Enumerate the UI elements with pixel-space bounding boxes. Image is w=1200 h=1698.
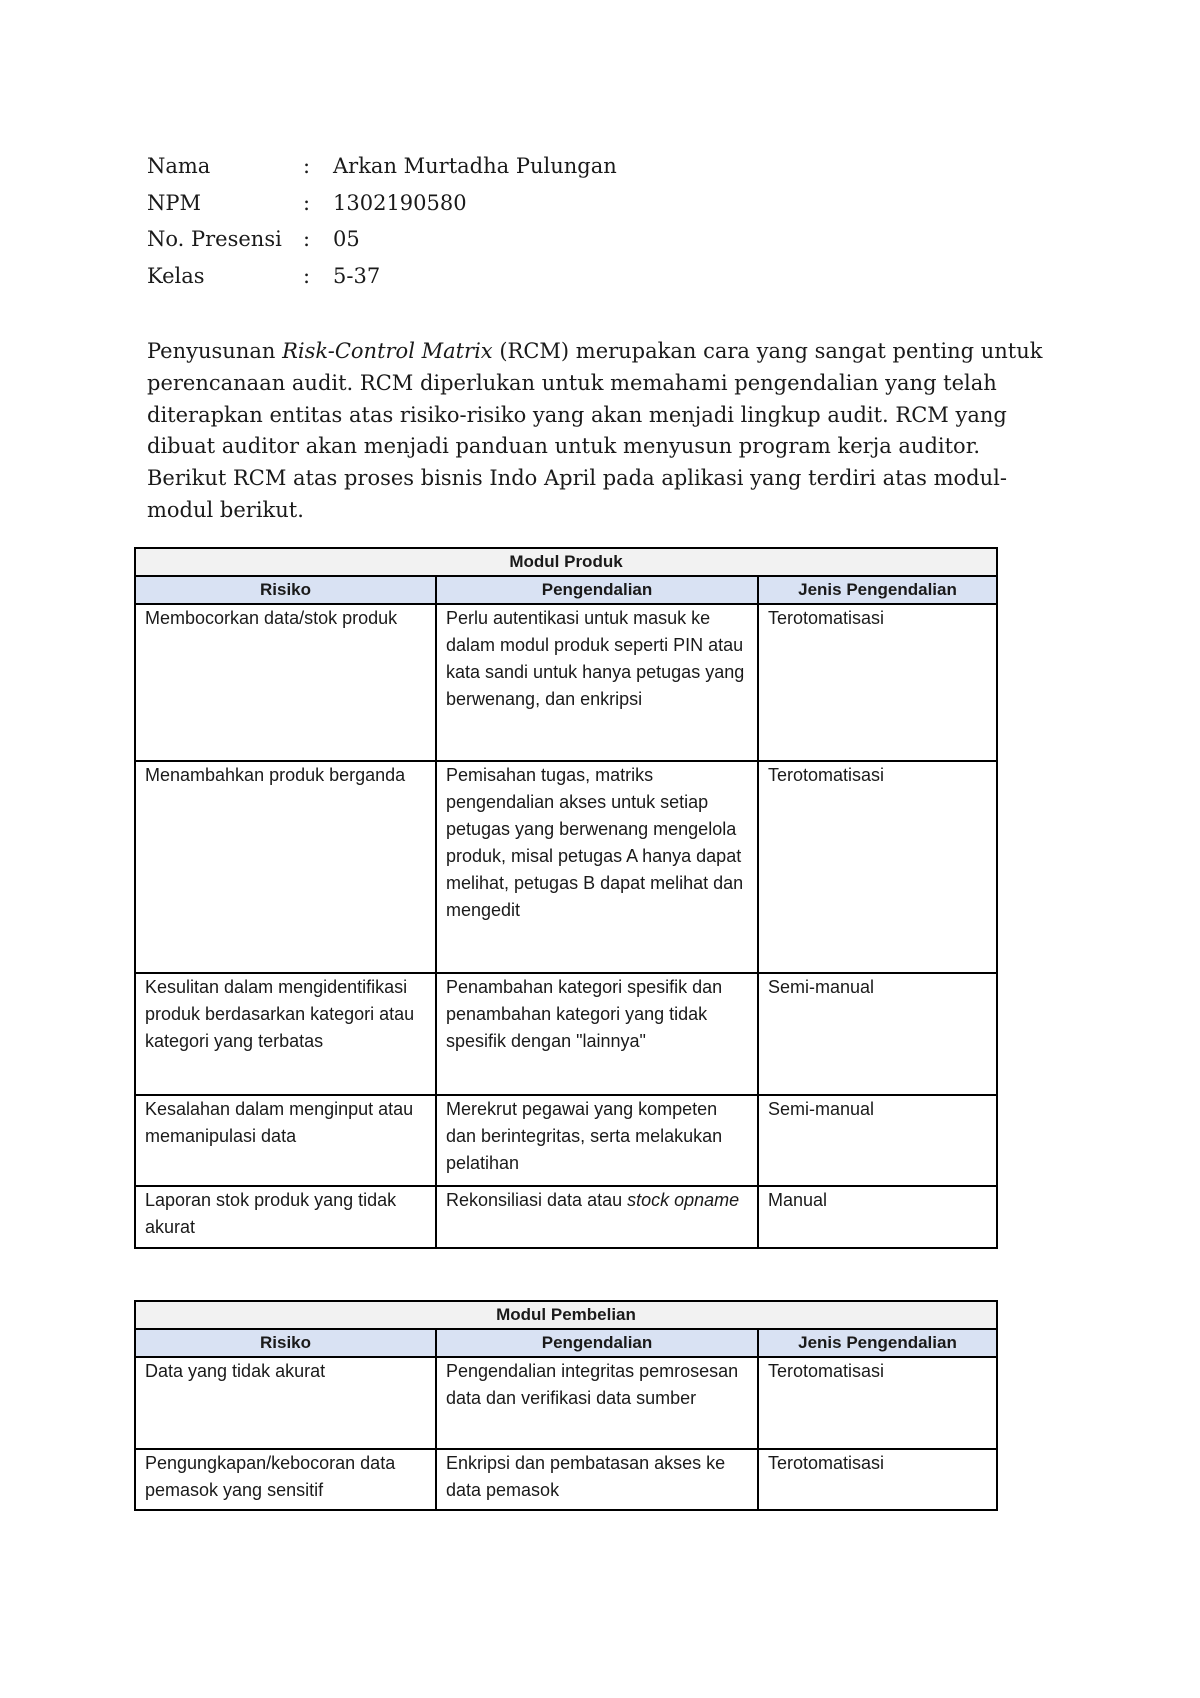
control-cell xyxy=(436,1449,758,1510)
info-value: Arkan Murtadha Pulungan xyxy=(333,154,617,179)
control-text: Pengendalian integritas pemrosesan data dan verifikasi data sumber xyxy=(446,1361,739,1408)
rcm-table-produk xyxy=(134,547,998,1249)
info-row-nama xyxy=(147,148,617,185)
column-header: Pengendalian xyxy=(436,1329,758,1357)
info-colon: : xyxy=(303,227,311,252)
info-value: 5-37 xyxy=(333,263,381,288)
control-text: Enkripsi dan pembatasan akses ke data pemasok xyxy=(446,1453,726,1500)
risk-cell: Kesalahan dalam menginput atau memanipulasi data xyxy=(135,1095,436,1186)
risk-cell: Kesulitan dalam mengidentifikasi produk berdasarkan kategori atau kategori yang terbatas xyxy=(135,973,436,1095)
control-type-cell: Terotomatisasi xyxy=(758,1357,997,1449)
info-row-npm xyxy=(147,185,617,222)
control-text: Rekonsiliasi data atau xyxy=(446,1190,628,1210)
info-label: NPM xyxy=(147,190,202,215)
info-label: Kelas xyxy=(147,263,205,288)
intro-text-start: Penyusunan xyxy=(147,339,283,363)
risk-cell: Pengungkapan/kebocoran data pemasok yang sensitif xyxy=(135,1449,436,1510)
control-cell xyxy=(436,973,758,1095)
control-cell xyxy=(436,1357,758,1449)
intro-paragraph xyxy=(147,336,1047,527)
student-info xyxy=(147,148,617,294)
table-row xyxy=(135,761,997,973)
table-title: Modul Produk xyxy=(135,548,997,576)
risk-cell: Data yang tidak akurat xyxy=(135,1357,436,1449)
risk-cell: Menambahkan produk berganda xyxy=(135,761,436,973)
column-header: Jenis Pengendalian xyxy=(758,576,997,604)
column-header: Risiko xyxy=(135,1329,436,1357)
table-row xyxy=(135,1449,997,1510)
table-row xyxy=(135,1186,997,1248)
control-text: Perlu autentikasi untuk masuk ke dalam modul produk seperti PIN atau kata sandi untuk hanya petugas yang berwenang, dan enkripsi xyxy=(446,608,745,709)
table-row xyxy=(135,604,997,761)
control-text-italic: stock opname xyxy=(627,1190,740,1210)
rcm-table-pembelian xyxy=(134,1300,998,1511)
column-header: Pengendalian xyxy=(436,576,758,604)
table-row xyxy=(135,973,997,1095)
info-colon: : xyxy=(303,154,311,179)
control-type-cell: Manual xyxy=(758,1186,997,1248)
info-value: 1302190580 xyxy=(333,190,467,215)
risk-cell: Membocorkan data/stok produk xyxy=(135,604,436,761)
control-text: Penambahan kategori spesifik dan penambahan kategori yang tidak spesifik dengan "lainnya" xyxy=(446,977,723,1051)
control-cell xyxy=(436,604,758,761)
control-type-cell: Semi-manual xyxy=(758,1095,997,1186)
control-text: Merekrut pegawai yang kompeten dan berintegritas, serta melakukan pelatihan xyxy=(446,1099,723,1173)
info-label: Nama xyxy=(147,154,211,179)
column-header: Risiko xyxy=(135,576,436,604)
control-cell xyxy=(436,1095,758,1186)
info-colon: : xyxy=(303,263,311,288)
control-cell xyxy=(436,1186,758,1248)
control-type-cell: Terotomatisasi xyxy=(758,761,997,973)
info-value: 05 xyxy=(333,227,360,252)
intro-text-rest: (RCM) merupakan cara yang sangat penting untuk perencanaan audit. RCM diperlukan untuk memahami pengendalian yang telah diterapkan entitas atas risiko-risiko yang akan menjadi lingkup audit. RCM yang dibuat auditor akan menjadi panduan untuk menyusun program kerja auditor. Berikut RCM atas proses bisnis Indo April pada aplikasi yang terdiri atas modul-modul berikut. xyxy=(147,339,1043,522)
control-type-cell: Terotomatisasi xyxy=(758,1449,997,1510)
control-cell xyxy=(436,761,758,973)
control-type-cell: Semi-manual xyxy=(758,973,997,1095)
info-label: No. Presensi xyxy=(147,227,282,252)
control-type-cell: Terotomatisasi xyxy=(758,604,997,761)
table-row xyxy=(135,1095,997,1186)
intro-italic-term: Risk-Control Matrix xyxy=(282,339,493,363)
info-row-kelas xyxy=(147,258,617,295)
table-title: Modul Pembelian xyxy=(135,1301,997,1329)
info-row-presensi xyxy=(147,221,617,258)
control-text: Pemisahan tugas, matriks pengendalian akses untuk setiap petugas yang berwenang mengelola produk, misal petugas A hanya dapat melihat, petugas B dapat melihat dan mengedit xyxy=(446,765,744,920)
table-row xyxy=(135,1357,997,1449)
info-colon: : xyxy=(303,190,311,215)
column-header: Jenis Pengendalian xyxy=(758,1329,997,1357)
risk-cell: Laporan stok produk yang tidak akurat xyxy=(135,1186,436,1248)
